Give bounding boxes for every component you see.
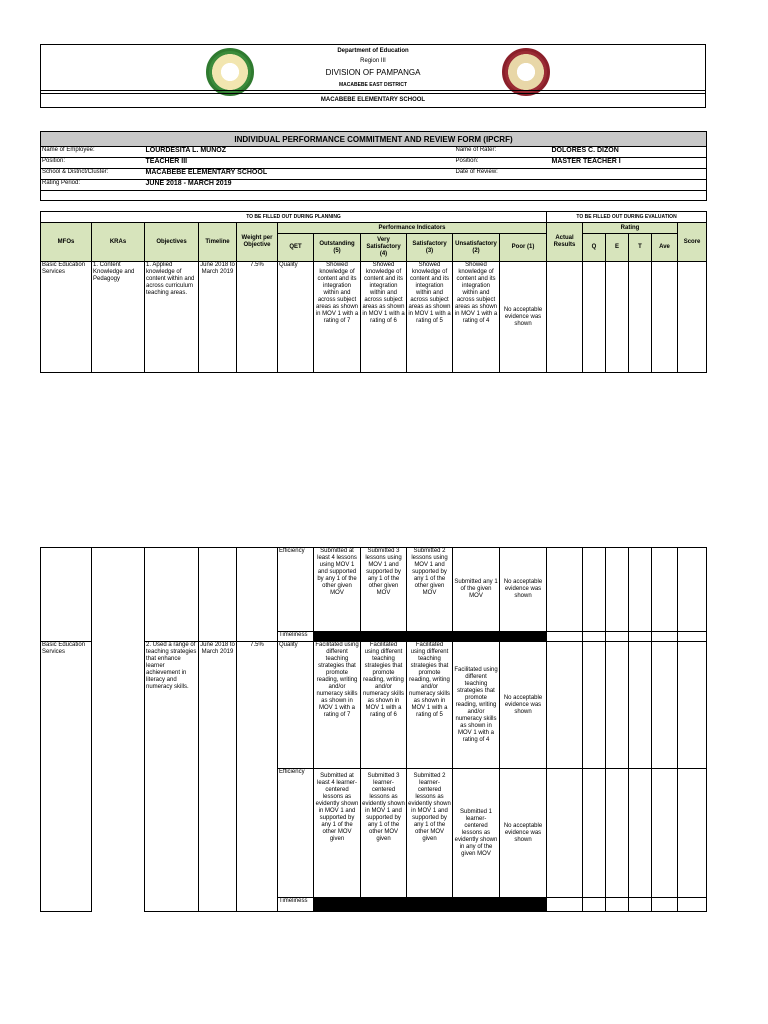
evaluation-note: TO BE FILLED OUT DURING EVALUATION — [547, 212, 707, 223]
row3-qet: Timeliness — [278, 632, 314, 642]
row4-outstanding: Facilitated using different teaching strategies that promote reading, writing and/or numeracy skills as shown in MOV 1 with a rating of 7 — [314, 642, 361, 769]
row5-qet: Efficiency — [278, 769, 314, 898]
col-objectives: Objectives — [145, 223, 199, 262]
col-actual-results: Actual Results — [547, 223, 583, 262]
rater-label: Name of Rater: — [455, 147, 551, 158]
col-poor: Poor (1) — [500, 234, 547, 262]
row4-very-satisfactory: Facilitated using different teaching strategies that promote reading, writing and/or numeracy skills as shown in MOV 1 with a rating of 6 — [361, 642, 407, 769]
rater-position-value: MASTER TEACHER I — [551, 158, 707, 169]
col-unsatisfactory: Unsatisfactory (2) — [453, 234, 500, 262]
rater-position-label: Position: — [455, 158, 551, 169]
rater-value: DOLORES C. DIZON — [551, 147, 707, 158]
row5-unsatisfactory: Submitted 1 learner-centered lessons as evidently shown in any of the given MOV — [453, 769, 500, 898]
col-rating: Rating — [583, 223, 678, 234]
col-outstanding: Outstanding (5) — [314, 234, 361, 262]
department-name: Department of Education — [337, 48, 409, 54]
row4-weight: 7.5% — [237, 642, 278, 912]
row5-outstanding: Submitted at least 4 learner-centered lessons as evidently shown in MOV 1 and supported by any 1 of the other MOV given — [314, 769, 361, 898]
row1-outstanding: Showed knowledge of content and its integration within and across subject areas as shown in MOV 1 with a rating of 7 — [314, 262, 361, 373]
position-value: TEACHER III — [145, 158, 295, 169]
employee-label: Name of Employee: — [41, 147, 145, 158]
school-value: MACABEBE ELEMENTARY SCHOOL — [145, 169, 455, 180]
row2-very-satisfactory: Submitted 3 lessons using MOV 1 and supported by any 1 of the other given MOV — [361, 548, 407, 632]
employee-value: LOURDESITA L. MUÑOZ — [145, 147, 295, 158]
row1-timeline: June 2018 to March 2019 — [199, 262, 237, 373]
row2-poor: No acceptable evidence was shown — [500, 548, 547, 632]
col-q: Q — [583, 234, 606, 262]
school-label: School & District/Cluster: — [41, 169, 145, 180]
region-name: Region III — [360, 58, 386, 64]
col-e: E — [606, 234, 629, 262]
header-divider — [41, 90, 705, 91]
header-divider-2 — [41, 93, 705, 94]
col-very-satisfactory: Very Satisfactory (4) — [361, 234, 407, 262]
period-label: Rating Period: — [41, 180, 145, 191]
row2-unsatisfactory: Submitted any 1 of the given MOV — [453, 548, 500, 632]
col-satisfactory: Satisfactory (3) — [407, 234, 453, 262]
row5-satisfactory: Submitted 2 learner-centered lessons as evidently shown in MOV 1 and supported by any 1 of the other MOV given — [407, 769, 453, 898]
row1-weight: 7.5% — [237, 262, 278, 373]
row5-very-satisfactory: Submitted 3 learner-centered lessons as evidently shown in MOV 1 and supported by any 1 of the other MOV given — [361, 769, 407, 898]
col-mfos: MFOs — [41, 223, 92, 262]
col-qet: QET — [278, 234, 314, 262]
school-name: MACABEBE ELEMENTARY SCHOOL — [320, 97, 426, 103]
row1-mfo: Basic Education Services — [41, 262, 92, 373]
position-label: Position: — [41, 158, 145, 169]
row4-objective: 2. Used a range of teaching strategies that enhance learner achievement in literacy and numeracy skills. — [145, 642, 199, 912]
ipcrf-table-part1 — [40, 211, 707, 373]
timeliness-blackout — [314, 632, 547, 642]
row5-poor: No acceptable evidence was shown — [500, 769, 547, 898]
row4-mfo: Basic Education Services — [41, 642, 92, 912]
row6-qet: Timeliness — [278, 898, 314, 912]
employee-info-table — [40, 131, 707, 201]
row1-very-satisfactory: Showed knowledge of content and its integration within and across subject areas as shown in MOV 1 with a rating of 6 — [361, 262, 407, 373]
row1-satisfactory: Showed knowledge of content and its integration within and across subject areas as shown in MOV 1 with a rating of 5 — [407, 262, 453, 373]
row4-poor: No acceptable evidence was shown — [500, 642, 547, 769]
timeliness-blackout — [314, 898, 547, 912]
school-header — [40, 44, 706, 108]
col-t: T — [629, 234, 652, 262]
row4-timeline: June 2018 to March 2019 — [199, 642, 237, 912]
col-kras: KRAs — [92, 223, 145, 262]
row2-qet: Efficiency — [278, 548, 314, 632]
row1-objective: 1. Applied knowledge of content within and across curriculum teaching areas. — [145, 262, 199, 373]
row1-kra: 1. Content Knowledge and Pedagogy — [92, 262, 145, 373]
district-name: MACABEBE EAST DISTRICT — [338, 82, 408, 88]
col-timeline: Timeline — [199, 223, 237, 262]
col-weight: Weight per Objective — [237, 223, 278, 262]
row4-qet: Quality — [278, 642, 314, 769]
row2-satisfactory: Submitted 2 lessons using MOV 1 and supported by any 1 of the other given MOV — [407, 548, 453, 632]
table-row — [41, 548, 707, 632]
form-title: INDIVIDUAL PERFORMANCE COMMITMENT AND REVIEW FORM (IPCRF) — [41, 132, 707, 147]
row2-outstanding: Submitted at least 4 lessons using MOV 1 and supported by any 1 of the other given MOV — [314, 548, 361, 632]
division-name: DIVISION OF PAMPANGA — [325, 68, 421, 77]
table-row — [41, 262, 707, 373]
row4-unsatisfactory: Facilitated using different teaching strategies that promote reading, writing and/or numeracy skills as shown in MOV 1 with a rating of 4 — [453, 642, 500, 769]
planning-note: TO BE FILLED OUT DURING PLANNING — [41, 212, 547, 223]
review-date-label: Date of Review: — [455, 169, 551, 180]
col-ave: Ave — [652, 234, 678, 262]
col-score: Score — [678, 223, 707, 262]
row1-qet: Quality — [278, 262, 314, 373]
row1-poor: No acceptable evidence was shown — [500, 262, 547, 373]
ipcrf-table-part2 — [40, 547, 707, 912]
col-performance-indicators: Performance Indicators — [278, 223, 547, 234]
row1-unsatisfactory: Showed knowledge of content and its integration within and across subject areas as shown in MOV 1 with a rating of 4 — [453, 262, 500, 373]
row4-satisfactory: Facilitated using different teaching strategies that promote reading, writing and/or numeracy skills as shown in MOV 1 with a rating of 5 — [407, 642, 453, 769]
period-value: JUNE 2018 - MARCH 2019 — [145, 180, 455, 191]
